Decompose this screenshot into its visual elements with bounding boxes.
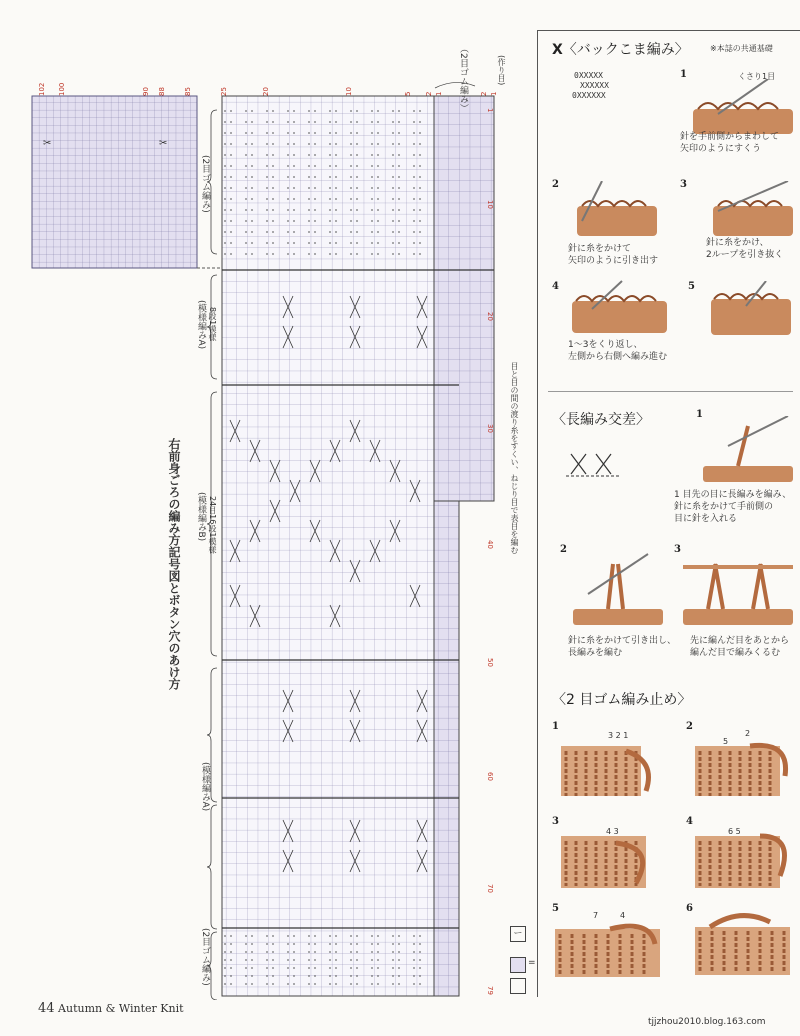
side-label-rib-bottom: (2目ゴム編み)	[200, 928, 210, 986]
rib-bindoff-step-4-num: 4	[686, 816, 693, 827]
row-num: 40	[486, 540, 494, 549]
legend-knit-symbol: ー	[510, 926, 526, 942]
dc-cross-title: 〈長編み交差〉	[552, 412, 650, 428]
knitting-chart	[25, 80, 515, 1000]
common-basics-note: ※本誌の共通基礎	[710, 44, 773, 53]
rib-bindoff-step-2-illustration	[690, 741, 800, 801]
rib-bindoff-step-3-marks: 4 3	[606, 827, 619, 836]
twist-stitch-note: 目と目の間の渡り糸をすくい、ねじり目で表目を編む	[510, 362, 519, 554]
cast-on-label: (作り目)	[497, 55, 506, 86]
col-num: 20	[262, 87, 270, 96]
dc-cross-step-3-text: 先に編んだ目をあとから 編んだ目で編みくるむ	[690, 636, 790, 659]
back-sc-step-3-text: 針に糸をかけ、 2ループを引き抜く	[706, 238, 784, 261]
back-sc-step-3-num: 3	[680, 179, 687, 190]
back-sc-title	[552, 39, 689, 59]
row-num: 50	[486, 658, 494, 667]
back-sc-step-3-illustration	[698, 181, 798, 241]
rib-top-label: （2目ゴム編み）	[458, 44, 468, 113]
rib-bindoff-step-3-num: 3	[552, 816, 559, 827]
dc-cross-step-1-num: 1	[696, 409, 703, 420]
col-num: 102	[38, 82, 46, 96]
dc-cross-step-3-illustration	[678, 549, 798, 629]
legend-purl-symbol	[510, 978, 526, 994]
dc-cross-step-2-num: 2	[560, 544, 567, 555]
dc-cross-step-3-num: 3	[674, 544, 681, 555]
col-num: 85	[184, 87, 192, 96]
source-url: tjjzhou2010.blog.163.com	[648, 1017, 766, 1027]
rib-bindoff-step-2-num: 2	[686, 721, 693, 732]
back-sc-step-1-illustration	[688, 79, 798, 139]
col-num: 90	[142, 87, 150, 96]
side-label-pattern-b-sub: 24目16段1模様	[208, 496, 217, 554]
rib-bindoff-step-1-illustration	[556, 741, 671, 801]
rib-bindoff-step-2-mark-b: 2	[745, 729, 751, 738]
col-num: 10	[345, 87, 353, 96]
page-number: 44	[38, 1001, 55, 1016]
legend-equals: =	[528, 958, 536, 968]
instruction-panel	[537, 30, 800, 997]
back-sc-step-2-num: 2	[552, 179, 559, 190]
row-num: 1	[486, 108, 494, 113]
rib-bindoff-step-6-illustration	[690, 909, 800, 979]
back-sc-row-1: 0XXXXX	[574, 71, 603, 80]
col-num: 88	[158, 87, 166, 96]
side-label-pattern-a-bottom: (模様編みA)	[200, 762, 210, 812]
row-num: 10	[486, 200, 494, 209]
rib-bindoff-step-5-illustration	[550, 919, 670, 981]
rib-bindoff-step-2-mark-a: 5	[723, 737, 729, 746]
rib-bindoff-step-1-num: 1	[552, 721, 559, 732]
row-num: 79	[486, 986, 494, 995]
back-sc-step-2-text: 針に糸をかけて 矢印のように引き出す	[568, 244, 659, 267]
rib-bindoff-step-5-mark-b: 4	[620, 911, 626, 920]
rib-bindoff-step-6-num: 6	[686, 903, 693, 914]
col-num: 2	[480, 91, 488, 96]
col-num: 100	[58, 82, 66, 96]
page-footer	[38, 1001, 184, 1016]
back-sc-step-2-illustration	[562, 181, 662, 241]
col-num: 1	[490, 91, 498, 96]
side-label-pattern-a-top: (模様編みA)	[196, 300, 206, 350]
chain-1-label: くさり1目	[738, 72, 776, 81]
back-sc-step-5-num: 5	[688, 281, 695, 292]
svg-text:✂: ✂	[43, 138, 52, 149]
rib-bindoff-step-4-marks: 6 5	[728, 827, 741, 836]
dc-cross-step-2-illustration	[568, 549, 668, 629]
row-num: 20	[486, 312, 494, 321]
side-label-rib-top: (2目ゴム編み)	[200, 155, 210, 213]
svg-text:✂: ✂	[159, 138, 168, 149]
back-sc-step-4-illustration	[562, 279, 672, 339]
back-sc-step-1-num: 1	[680, 69, 687, 80]
chart-title: 右前身ごろの編み方記号図とボタン穴のあけ方	[167, 438, 181, 690]
rib-bindoff-step-3-illustration	[556, 831, 666, 893]
back-sc-row-3: 0XXXXXX	[572, 91, 606, 100]
dc-cross-step-1-text: 1 目先の目に長編みを編み、 針に糸をかけて手前側の 目に針を入れる	[674, 490, 792, 525]
magazine-name: Autumn & Winter Knit	[58, 1002, 184, 1015]
rib-bindoff-step-1-marks: 3 2 1	[608, 731, 629, 740]
col-num: 5	[404, 91, 412, 96]
rib-bindoff-step-4-illustration	[690, 831, 800, 893]
back-sc-step-4-text: 1～3をくり返し、 左側から右側へ編み進む	[568, 340, 668, 363]
rib-bindoff-step-5-num: 5	[552, 903, 559, 914]
side-label-pattern-b: (模様編みB)	[196, 492, 206, 542]
dc-cross-step-2-text: 針に糸をかけて引き出し、 長編みを編む	[568, 636, 677, 659]
section-divider	[548, 391, 793, 392]
col-num: 1	[435, 91, 443, 96]
back-sc-step-4-num: 4	[552, 281, 559, 292]
legend-shaded-symbol	[510, 957, 526, 973]
col-num: 25	[220, 87, 228, 96]
back-sc-symbol-icon: X	[552, 42, 563, 58]
row-num: 70	[486, 884, 494, 893]
row-num: 30	[486, 424, 494, 433]
row-num: 60	[486, 772, 494, 781]
dc-cross-step-1-illustration	[698, 416, 798, 486]
back-sc-step-1-text: 針を手前側からまわして 矢印のようにすくう	[680, 132, 780, 155]
dc-cross-symbol-icon	[566, 449, 626, 479]
back-sc-step-5-illustration	[706, 281, 796, 341]
rib-bindoff-step-5-mark-a: 7	[593, 911, 599, 920]
side-label-pattern-a-top-sub: 8段1模様	[208, 307, 217, 342]
back-sc-title-text: 〈バックこま編み〉	[562, 42, 689, 58]
rib-bindoff-title: 〈2 目ゴム編み止め〉	[552, 692, 692, 708]
back-sc-row-2: XXXXXX	[580, 81, 609, 90]
col-num: 2	[425, 91, 433, 96]
